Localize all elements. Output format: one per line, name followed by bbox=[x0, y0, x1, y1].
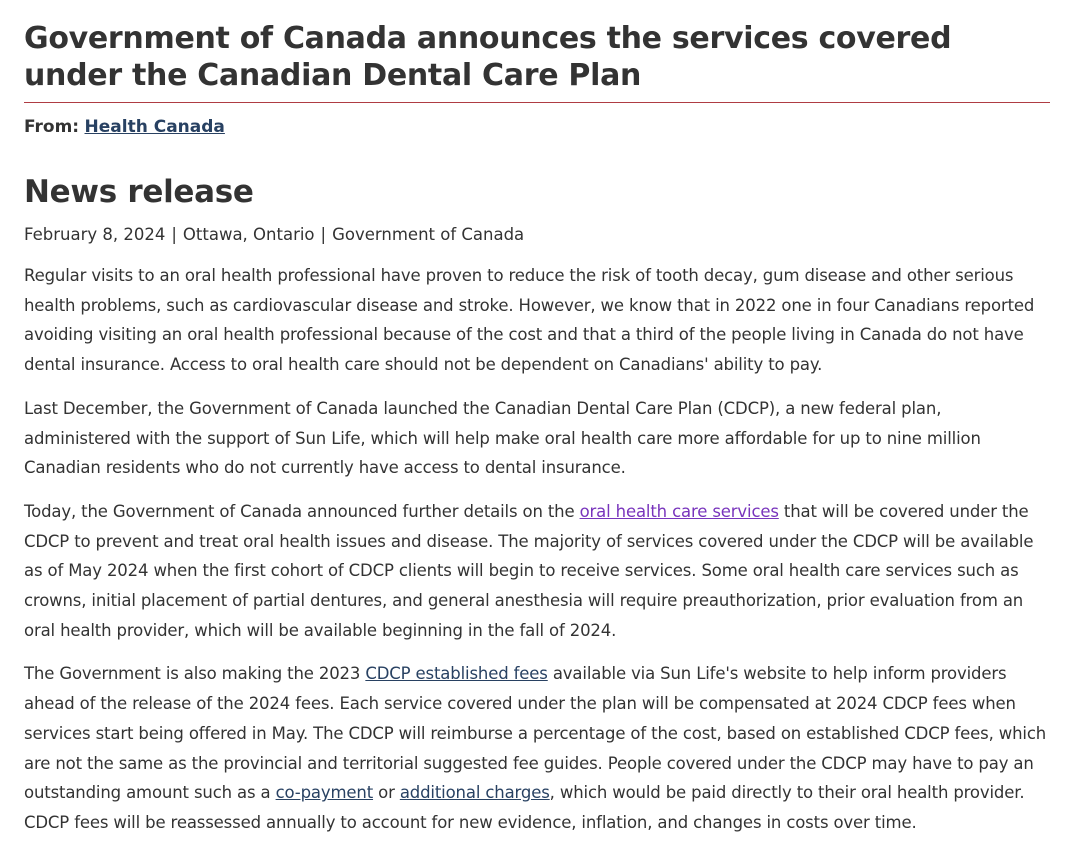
from-label: From: bbox=[24, 117, 80, 137]
paragraph-3 bbox=[24, 497, 1050, 646]
paragraph-3-text: Today, the Government of Canada announced further details on the bbox=[24, 501, 580, 521]
co-payment-link[interactable]: co-payment bbox=[275, 783, 374, 803]
section-heading: News release bbox=[24, 174, 254, 210]
release-location: Ottawa, Ontario bbox=[182, 225, 315, 244]
release-meta bbox=[24, 223, 1050, 247]
paragraph-3-text: that will be covered under the CDCP to prevent and treat oral health issues and disease. The majority of services covered under the CDCP will be available as of May 2024 when the first cohort of CDCP clients will begin to receive services. Some oral health care services such as crowns, initial placement of partial dentures, and general anesthesia will require preauthorization, prior evaluation from an oral health provider, which will be available beginning in the fall of 2024. bbox=[24, 501, 1034, 640]
paragraph-4 bbox=[24, 659, 1050, 837]
meta-separator: | bbox=[320, 225, 327, 244]
paragraph-4-text: The Government is also making the 2023 bbox=[24, 664, 366, 684]
health-canada-link[interactable]: Health Canada bbox=[84, 117, 225, 137]
release-date: February 8, 2024 bbox=[24, 225, 166, 244]
paragraph-4-text: or bbox=[373, 783, 400, 803]
cdcp-established-fees-link[interactable]: CDCP established fees bbox=[365, 664, 548, 684]
paragraph-4-text: available via Sun Life's website to help inform providers ahead of the release of the 2024 fees. Each service covered under the plan will be compensated at 2024 CDCP fees when services start being offered in May. The CDCP will reimburse a percentage of the cost, based on established CDCP fees, which are not the same as the provincial and territorial suggested fee guides. People covered under the CDCP may have to pay an outstanding amount such as a bbox=[24, 664, 1047, 803]
page-title: Government of Canada announces the services covered under the Canadian Dental Care Plan bbox=[24, 20, 1050, 103]
from-line bbox=[24, 115, 1050, 139]
paragraph-4-text: , which would be paid directly to their oral health provider. CDCP fees will be reassessed annually to account for new evidence, inflation, and changes in costs over time. bbox=[24, 783, 1025, 832]
meta-separator: | bbox=[171, 225, 177, 244]
news-article bbox=[24, 0, 1050, 838]
release-source: Government of Canada bbox=[332, 225, 525, 244]
paragraph-2: Last December, the Government of Canada launched the Canadian Dental Care Plan (CDCP), a new federal plan, administered with the support of Sun Life, which will help make oral health care more affordable for up to nine million Canadian residents who do not currently have access to dental insurance. bbox=[24, 398, 981, 478]
paragraph-1: Regular visits to an oral health professional have proven to reduce the risk of tooth decay, gum disease and other serious health problems, such as cardiovascular disease and stroke. However, we know that in 2022 one in four Canadians reported avoiding visiting an oral health professional because of the cost and that a third of the people living in Canada do not have dental insurance. Access to oral health care should not be dependent on Canadians' ability to pay. bbox=[24, 266, 1035, 375]
additional-charges-link[interactable]: additional charges bbox=[399, 783, 550, 803]
oral-health-care-services-link[interactable]: oral health care services bbox=[579, 501, 779, 521]
